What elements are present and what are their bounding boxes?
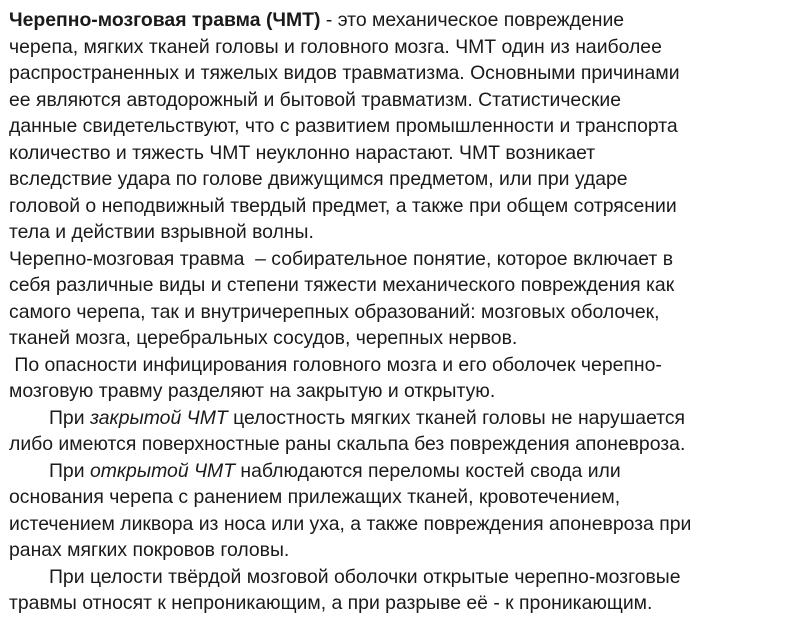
- text-line: вследствие удара по голове движущимся предметом, или при ударе: [9, 168, 628, 190]
- closed-tbi-term: закрытой ЧМТ: [89, 406, 228, 429]
- text-line: истечением ликвора из носа или уха, а также повреждения апоневроза при: [9, 512, 692, 535]
- text-line: данные свидетельствуют, что с развитием промышленности и транспорта: [9, 115, 678, 137]
- open-tbi-term: открытой ЧМТ: [89, 459, 236, 482]
- text-line: себя различные виды и степени тяжести механического повреждения как: [9, 274, 675, 296]
- text-line: ранах мягких покровов головы.: [9, 539, 290, 561]
- text-line: либо имеются поверхностные раны скальпа без повреждения апоневроза.: [9, 433, 686, 455]
- text-line: количество и тяжесть ЧМТ неуклонно нарастают. ЧМТ возникает: [9, 141, 596, 164]
- cut-off-line: травмы относят к непроникающим, а при разрыве её - к проникающим.: [9, 592, 653, 614]
- text-line: распространенных и тяжелых видов травматизма. Основными причинами: [9, 62, 680, 84]
- closed-prefix: При: [49, 406, 90, 429]
- text-line: ее являются автодорожный и бытовой травматизм. Статистические: [9, 88, 622, 111]
- closed-tbi-rest: целостность мягких тканей головы не нарушается: [227, 406, 686, 429]
- text-line: мозговую травму разделяют на закрытую и открытую.: [9, 380, 496, 402]
- text-line: тканей мозга, церебральных сосудов, черепных нервов.: [9, 327, 518, 349]
- paragraph-1-line-1: [9, 7, 795, 34]
- document-text: [9, 7, 795, 617]
- open-prefix: При: [49, 459, 90, 482]
- text-line: тела и действии взрывной волны.: [9, 221, 314, 243]
- definition-start: - это механическое повреждение: [320, 9, 625, 31]
- open-tbi-line-1: [9, 458, 795, 485]
- text-line: самого черепа, так и внутричерепных образований: мозговых оболочек,: [9, 300, 660, 323]
- text-line: Черепно-мозговая травма – собирательное понятие, которое включает в: [9, 247, 673, 270]
- text-line: основания черепа с ранением прилежащих тканей, кровотечением,: [9, 486, 621, 508]
- dura-line-1: [9, 564, 795, 591]
- text-line: черепа, мягких тканей головы и головного мозга. ЧМТ один из наиболее: [9, 35, 662, 58]
- closed-tbi-line-1: [9, 405, 795, 432]
- term-heading: Черепно-мозговая травма (ЧМТ): [9, 9, 321, 31]
- open-tbi-rest: наблюдаются переломы костей свода или: [235, 459, 621, 482]
- text-line: По опасности инфицирования головного мозга и его оболочек черепно-: [9, 353, 662, 376]
- text-line: головой о неподвижный твердый предмет, а также при общем сотрясении: [9, 194, 677, 217]
- dura-text: При целости твёрдой мозговой оболочки открытые черепно-мозговые: [49, 565, 681, 588]
